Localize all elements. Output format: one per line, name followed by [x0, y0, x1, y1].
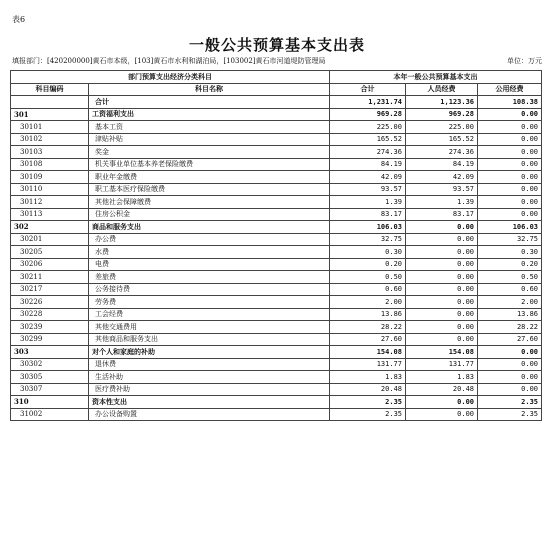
table-body	[11, 96, 542, 421]
table-row	[11, 383, 542, 396]
code-cell: 30112	[11, 196, 89, 209]
total-cell: 0.20	[330, 258, 406, 271]
name-cell: 职工基本医疗保险缴费	[89, 183, 330, 196]
code-cell: 30211	[11, 271, 89, 284]
total-cell: 2.35	[330, 396, 406, 409]
total-cell: 13.86	[330, 308, 406, 321]
total-row	[11, 96, 542, 109]
table-row	[11, 283, 542, 296]
page-title: 一般公共预算基本支出表	[188, 36, 365, 54]
personnel-cell: 1.39	[406, 196, 478, 209]
table-row	[11, 321, 542, 334]
personnel-cell: 0.00	[406, 408, 478, 421]
code-cell: 30302	[11, 358, 89, 371]
code-cell: 30205	[11, 246, 89, 259]
table-row	[11, 258, 542, 271]
personnel-cell: 0.00	[406, 258, 478, 271]
total-cell: 27.60	[330, 333, 406, 346]
code-cell: 30109	[11, 171, 89, 184]
code-cell: 30113	[11, 208, 89, 221]
public-cell: 0.00	[478, 171, 542, 184]
table-row	[11, 133, 542, 146]
total-cell: 2.00	[330, 296, 406, 309]
name-cell: 医疗费补助	[89, 383, 330, 396]
name-cell: 工会经费	[89, 308, 330, 321]
public-cell: 0.00	[478, 208, 542, 221]
name-cell: 退休费	[89, 358, 330, 371]
public-cell: 0.00	[478, 371, 542, 384]
code-cell: 30307	[11, 383, 89, 396]
name-cell: 对个人和家庭的补助	[89, 346, 330, 359]
code-cell: 302	[11, 221, 89, 234]
code-cell: 30101	[11, 121, 89, 134]
code-cell: 310	[11, 396, 89, 409]
personnel-cell: 0.00	[406, 283, 478, 296]
personnel-cell: 131.77	[406, 358, 478, 371]
header-public: 公用经费	[478, 83, 542, 96]
total-cell: 28.22	[330, 321, 406, 334]
personnel-cell: 0.00	[406, 308, 478, 321]
personnel-cell: 154.08	[406, 346, 478, 359]
total-cell: 1.83	[330, 371, 406, 384]
code-cell	[11, 96, 89, 109]
personnel-cell: 969.28	[406, 108, 478, 121]
personnel-cell: 165.52	[406, 133, 478, 146]
table-row	[11, 171, 542, 184]
code-cell: 30305	[11, 371, 89, 384]
code-cell: 303	[11, 346, 89, 359]
code-cell: 30102	[11, 133, 89, 146]
personnel-cell: 20.48	[406, 383, 478, 396]
personnel-cell: 0.00	[406, 396, 478, 409]
total-cell: 154.08	[330, 346, 406, 359]
table-row	[11, 233, 542, 246]
name-cell: 生活补助	[89, 371, 330, 384]
name-cell: 办公设备购置	[89, 408, 330, 421]
public-cell: 0.00	[478, 196, 542, 209]
table-row	[11, 358, 542, 371]
name-cell: 差旅费	[89, 271, 330, 284]
public-cell: 0.00	[478, 158, 542, 171]
personnel-cell: 0.00	[406, 333, 478, 346]
code-cell: 30217	[11, 283, 89, 296]
name-cell: 基本工资	[89, 121, 330, 134]
public-cell: 0.20	[478, 258, 542, 271]
public-cell: 27.60	[478, 333, 542, 346]
personnel-cell: 0.00	[406, 246, 478, 259]
personnel-cell: 0.00	[406, 271, 478, 284]
name-cell: 职业年金缴费	[89, 171, 330, 184]
total-cell: 1,231.74	[330, 96, 406, 109]
name-cell: 电费	[89, 258, 330, 271]
total-cell: 32.75	[330, 233, 406, 246]
table-row	[11, 158, 542, 171]
table-row	[11, 308, 542, 321]
table-row	[11, 408, 542, 421]
name-cell: 商品和服务支出	[89, 221, 330, 234]
budget-table	[10, 70, 542, 421]
total-cell: 106.03	[330, 221, 406, 234]
table-row	[11, 208, 542, 221]
personnel-cell: 1.83	[406, 371, 478, 384]
name-cell: 其他社会保障缴费	[89, 196, 330, 209]
total-cell: 0.30	[330, 246, 406, 259]
table-row	[11, 183, 542, 196]
total-cell: 0.50	[330, 271, 406, 284]
header-code: 科目编码	[11, 83, 89, 96]
personnel-cell: 83.17	[406, 208, 478, 221]
unit-label: 单位：万元	[507, 57, 542, 65]
table-row	[11, 271, 542, 284]
code-cell: 30206	[11, 258, 89, 271]
public-cell: 0.00	[478, 133, 542, 146]
public-cell: 0.00	[478, 383, 542, 396]
code-cell: 30299	[11, 333, 89, 346]
table-row	[11, 196, 542, 209]
total-cell: 93.57	[330, 183, 406, 196]
total-cell: 274.36	[330, 146, 406, 159]
table-header	[11, 71, 542, 96]
header-total: 合计	[330, 83, 406, 96]
personnel-cell: 84.19	[406, 158, 478, 171]
total-cell: 969.28	[330, 108, 406, 121]
public-cell: 0.00	[478, 183, 542, 196]
personnel-cell: 225.00	[406, 121, 478, 134]
code-cell: 30228	[11, 308, 89, 321]
total-cell: 1.39	[330, 196, 406, 209]
category-row	[11, 108, 542, 121]
table-row	[11, 296, 542, 309]
personnel-cell: 93.57	[406, 183, 478, 196]
total-cell: 0.60	[330, 283, 406, 296]
personnel-cell: 0.00	[406, 296, 478, 309]
personnel-cell: 1,123.36	[406, 96, 478, 109]
code-cell: 30110	[11, 183, 89, 196]
name-cell: 其他商品和服务支出	[89, 333, 330, 346]
public-cell: 0.00	[478, 108, 542, 121]
total-cell: 165.52	[330, 133, 406, 146]
reporting-unit: 填报部门：[420200000]黄石市本级，[103]黄石市水利和湖泊局，[103002]黄石市河道堤防管理局	[12, 57, 326, 65]
name-cell: 其他交通费用	[89, 321, 330, 334]
public-cell: 2.35	[478, 396, 542, 409]
public-cell: 0.60	[478, 283, 542, 296]
total-cell: 83.17	[330, 208, 406, 221]
total-cell: 20.48	[330, 383, 406, 396]
code-cell: 301	[11, 108, 89, 121]
code-cell: 30103	[11, 146, 89, 159]
table-row	[11, 371, 542, 384]
public-cell: 28.22	[478, 321, 542, 334]
personnel-cell: 0.00	[406, 233, 478, 246]
personnel-cell: 0.00	[406, 221, 478, 234]
total-cell: 84.19	[330, 158, 406, 171]
name-cell: 津贴补贴	[89, 133, 330, 146]
code-cell: 30108	[11, 158, 89, 171]
total-cell: 2.35	[330, 408, 406, 421]
name-cell: 公务接待费	[89, 283, 330, 296]
total-cell: 225.00	[330, 121, 406, 134]
code-cell: 30201	[11, 233, 89, 246]
header-group-expenditure: 本年一般公共预算基本支出	[330, 71, 542, 84]
header-personnel: 人员经费	[406, 83, 478, 96]
code-cell: 31002	[11, 408, 89, 421]
code-cell: 30226	[11, 296, 89, 309]
report-meta	[12, 56, 542, 66]
public-cell: 2.00	[478, 296, 542, 309]
public-cell: 0.00	[478, 146, 542, 159]
category-row	[11, 346, 542, 359]
public-cell: 0.00	[478, 346, 542, 359]
total-cell: 131.77	[330, 358, 406, 371]
name-cell: 机关事业单位基本养老保险缴费	[89, 158, 330, 171]
name-cell: 奖金	[89, 146, 330, 159]
public-cell: 106.03	[478, 221, 542, 234]
name-cell: 资本性支出	[89, 396, 330, 409]
public-cell: 108.38	[478, 96, 542, 109]
public-cell: 0.30	[478, 246, 542, 259]
header-name: 科目名称	[89, 83, 330, 96]
category-row	[11, 396, 542, 409]
header-group-classification: 部门预算支出经济分类科目	[11, 71, 330, 84]
public-cell: 0.50	[478, 271, 542, 284]
personnel-cell: 42.09	[406, 171, 478, 184]
public-cell: 13.86	[478, 308, 542, 321]
name-cell: 住房公积金	[89, 208, 330, 221]
personnel-cell: 0.00	[406, 321, 478, 334]
table-row	[11, 121, 542, 134]
public-cell: 2.35	[478, 408, 542, 421]
name-cell: 办公费	[89, 233, 330, 246]
page-label: 表6	[12, 15, 26, 24]
public-cell: 0.00	[478, 121, 542, 134]
name-cell: 工资福利支出	[89, 108, 330, 121]
name-cell: 劳务费	[89, 296, 330, 309]
public-cell: 0.00	[478, 358, 542, 371]
personnel-cell: 274.36	[406, 146, 478, 159]
table-row	[11, 146, 542, 159]
table-row	[11, 333, 542, 346]
public-cell: 32.75	[478, 233, 542, 246]
table-row	[11, 246, 542, 259]
code-cell: 30239	[11, 321, 89, 334]
name-cell: 水费	[89, 246, 330, 259]
name-cell: 合计	[89, 96, 330, 109]
category-row	[11, 221, 542, 234]
total-cell: 42.09	[330, 171, 406, 184]
